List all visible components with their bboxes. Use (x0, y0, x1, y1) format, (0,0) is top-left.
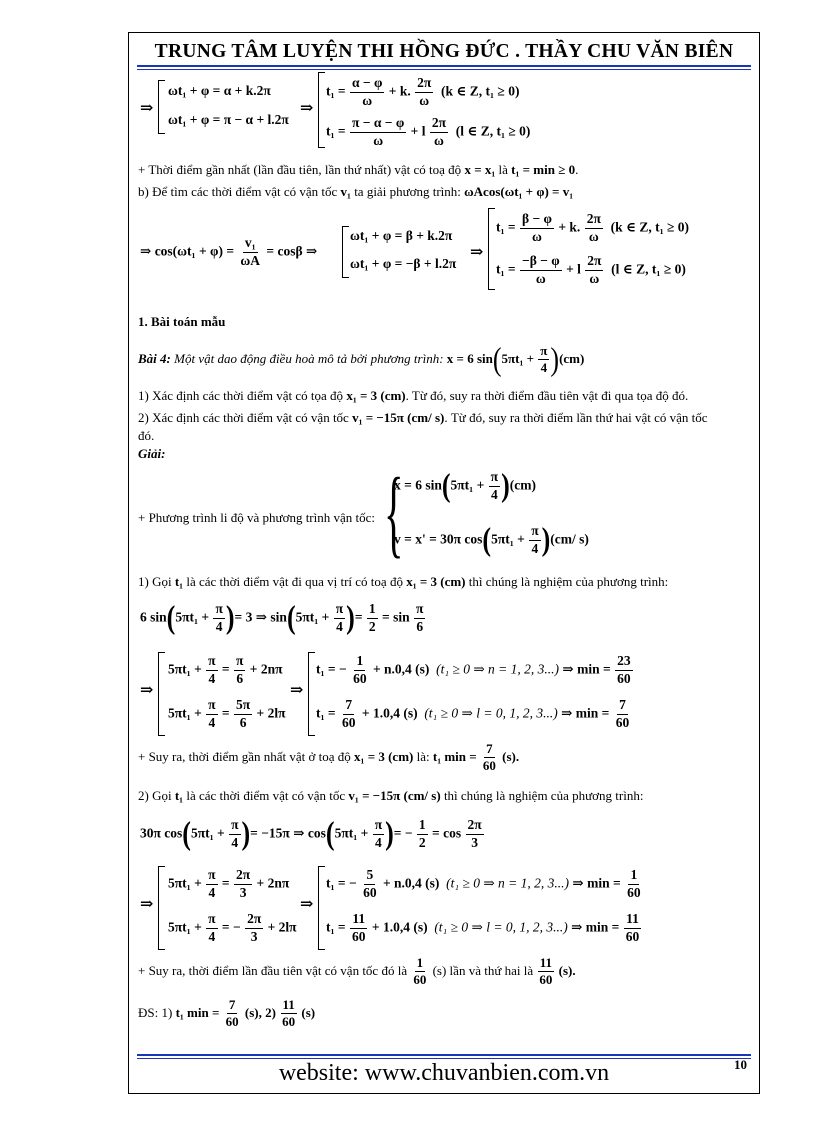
implies-symbol: ⇒ (140, 896, 154, 913)
text-line: + Phương trình li độ và phương trình vận tốc: (138, 510, 376, 525)
equation-line: ⇒ cos(ωt₁ + φ) = $\frac{\text{v₁}}{\omega A}$ = cosβ ⇒ (140, 235, 318, 268)
implies-symbol: ⇒ (290, 682, 304, 699)
implies-symbol: ⇒ (300, 100, 314, 117)
equation-line: 5πt₁ + $\frac{\pi}{4}$ = $\frac{5\pi}{6}$ + 2lπ (168, 697, 286, 730)
equation-line: t₁ = $\frac{\pi - \alpha - \varphi}{\omega}$ + l $\frac{2\pi}{\omega}$ (l ∈ Z, t₁ ≥ 0) (326, 115, 531, 148)
system-bracket (308, 652, 315, 736)
system-bracket (488, 208, 495, 290)
equation-line: 5πt₁ + $\frac{\pi}{4}$ = − $\frac{2\pi}{3}$ + 2lπ (168, 911, 297, 944)
question-2-cont: đó. (138, 428, 155, 443)
equation-line: t₁ = $\frac{\beta - \varphi}{\omega}$ + k. $\frac{2\pi}{\omega}$ (k ∈ Z, t₁ ≥ 0) (496, 211, 690, 244)
section-title: 1. Bài toán mẫu (138, 314, 226, 329)
text-line: b) Để tìm các thời điểm vật có vận tốc v₁ ta giải phương trình: ωAcos(ωt₁ + φ) = v₁ (138, 184, 574, 199)
footer-website: website: www.chuvanbien.com.vn (278, 1060, 610, 1086)
equation-line: 5πt₁ + $\frac{\pi}{4}$ = $\frac{2\pi}{3}$ + 2nπ (168, 867, 290, 900)
implies-symbol: ⇒ (140, 682, 154, 699)
question-2: 2) Xác định các thời điểm vật có vận tốc v₁ = −15π (cm/ s). Từ đó, suy ra thời điểm lần thứ hai vật có vận tốc (138, 410, 708, 425)
text-line: 2) Gọi t₁ là các thời điểm vật có vận tốc v₁ = −15π (cm/ s) thì chúng là nghiệm của phương trình: (138, 788, 644, 803)
curly-brace: { (384, 457, 404, 568)
equation-line: t₁ = $\frac{\alpha - \varphi}{\omega}$ + k. $\frac{2\pi}{\omega}$ (k ∈ Z, t₁ ≥ 0) (326, 75, 520, 108)
implies-symbol: ⇒ (470, 244, 484, 261)
text-line: 1) Gọi t₁ là các thời điểm vật đi qua vị trí có toạ độ x₁ = 3 (cm) thì chúng là nghiệm của phương trình: (138, 574, 669, 589)
answer-line: ĐS: 1) t₁ min = $\frac{7}{60}$ (s), 2) $\frac{11}{60}$ (s) (138, 997, 316, 1030)
system-bracket (318, 866, 325, 950)
equation-line: ωt₁ + φ = α + k.2π (168, 83, 271, 98)
equation-line: ωt₁ + φ = π − α + l.2π (168, 112, 289, 127)
system-bracket (158, 652, 165, 736)
equation-line: v = x' = 30π cos(5πt₁ + $\frac{\pi}{4}$ )(cm/ s) (394, 521, 589, 558)
equation-line: t₁ = $\frac{11}{60}$ + 1.0,4 (s) (t₁ ≥ 0 ⇒ l = 0, 1, 2, 3...) ⇒ min = $\frac{11}{60}$ (326, 911, 640, 944)
text-line: + Thời điểm gần nhất (lần đầu tiên, lần thứ nhất) vật có toạ độ x = x₁ là t₁ = min ≥ 0. (138, 162, 579, 177)
problem-statement: Bài 4: Một vật dao động điều hoà mô tả bởi phương trình: x = 6 sin(5πt₁ + $\frac{\pi}{4}$ )(cm) (138, 341, 585, 378)
system-bracket (342, 226, 349, 278)
result-line: + Suy ra, thời điểm gần nhất vật ở toạ độ x₁ = 3 (cm) là: t₁ min = $\frac{7}{60}$ (s). (138, 741, 520, 774)
equation-line: 30π cos(5πt₁ + $\frac{\pi}{4}$ )= −15π ⇒ cos(5πt₁ + $\frac{\pi}{4}$ )= − $\frac{1}{2}$ = cos $\frac{2\pi}{3}$ (140, 815, 482, 852)
equation-line: t₁ = $\frac{7}{60}$ + 1.0,4 (s) (t₁ ≥ 0 ⇒ l = 0, 1, 2, 3...) ⇒ min = $\frac{7}{60}$ (316, 697, 630, 730)
implies-symbol: ⇒ (140, 100, 154, 117)
system-bracket (158, 866, 165, 950)
equation-line: t₁ = $\frac{-\beta - \varphi}{\omega}$ + l $\frac{2\pi}{\omega}$ (l ∈ Z, t₁ ≥ 0) (496, 253, 686, 286)
implies-symbol: ⇒ (300, 896, 314, 913)
question-1: 1) Xác định các thời điểm vật có tọa độ x₁ = 3 (cm). Từ đó, suy ra thời điểm đầu tiên vật đi qua tọa độ đó. (138, 388, 689, 403)
equation-line: ωt₁ + φ = −β + l.2π (350, 256, 457, 271)
equation-line: t₁ = − $\frac{5}{60}$ + n.0,4 (s) (t₁ ≥ 0 ⇒ n = 1, 2, 3...) ⇒ min = $\frac{1}{60}$ (326, 867, 641, 900)
header-rule (137, 65, 751, 70)
system-bracket (318, 72, 325, 148)
equation-line: 5πt₁ + $\frac{\pi}{4}$ = $\frac{\pi}{6}$ + 2nπ (168, 653, 283, 686)
page-number: 10 (734, 1057, 747, 1072)
equation-line: ωt₁ + φ = β + k.2π (350, 228, 453, 243)
header-title: TRUNG TÂM LUYỆN THI HỒNG ĐỨC . THẦY CHU VĂN BIÊN (154, 41, 734, 62)
result-line: + Suy ra, thời điểm lần đầu tiên vật có vận tốc đó là $\frac{1}{60}$ (s) lần và thứ hai là $\frac{11}{60}$ (s). (138, 955, 576, 988)
footer-rule (137, 1054, 751, 1059)
equation-line: t₁ = − $\frac{1}{60}$ + n.0,4 (s) (t₁ ≥ 0 ⇒ n = 1, 2, 3...) ⇒ min = $\frac{23}{60}$ (316, 653, 631, 686)
system-bracket (158, 80, 165, 134)
equation-line: 6 sin(5πt₁ + $\frac{\pi}{4}$ )= 3 ⇒ sin(5πt₁ + $\frac{\pi}{4}$ )= $\frac{1}{2}$ = sin $\frac{\pi}{6}$ (140, 599, 424, 636)
solution-label: Giải: (138, 446, 166, 461)
equation-line: x = 6 sin(5πt₁ + $\frac{\pi}{4}$ )(cm) (394, 467, 536, 504)
